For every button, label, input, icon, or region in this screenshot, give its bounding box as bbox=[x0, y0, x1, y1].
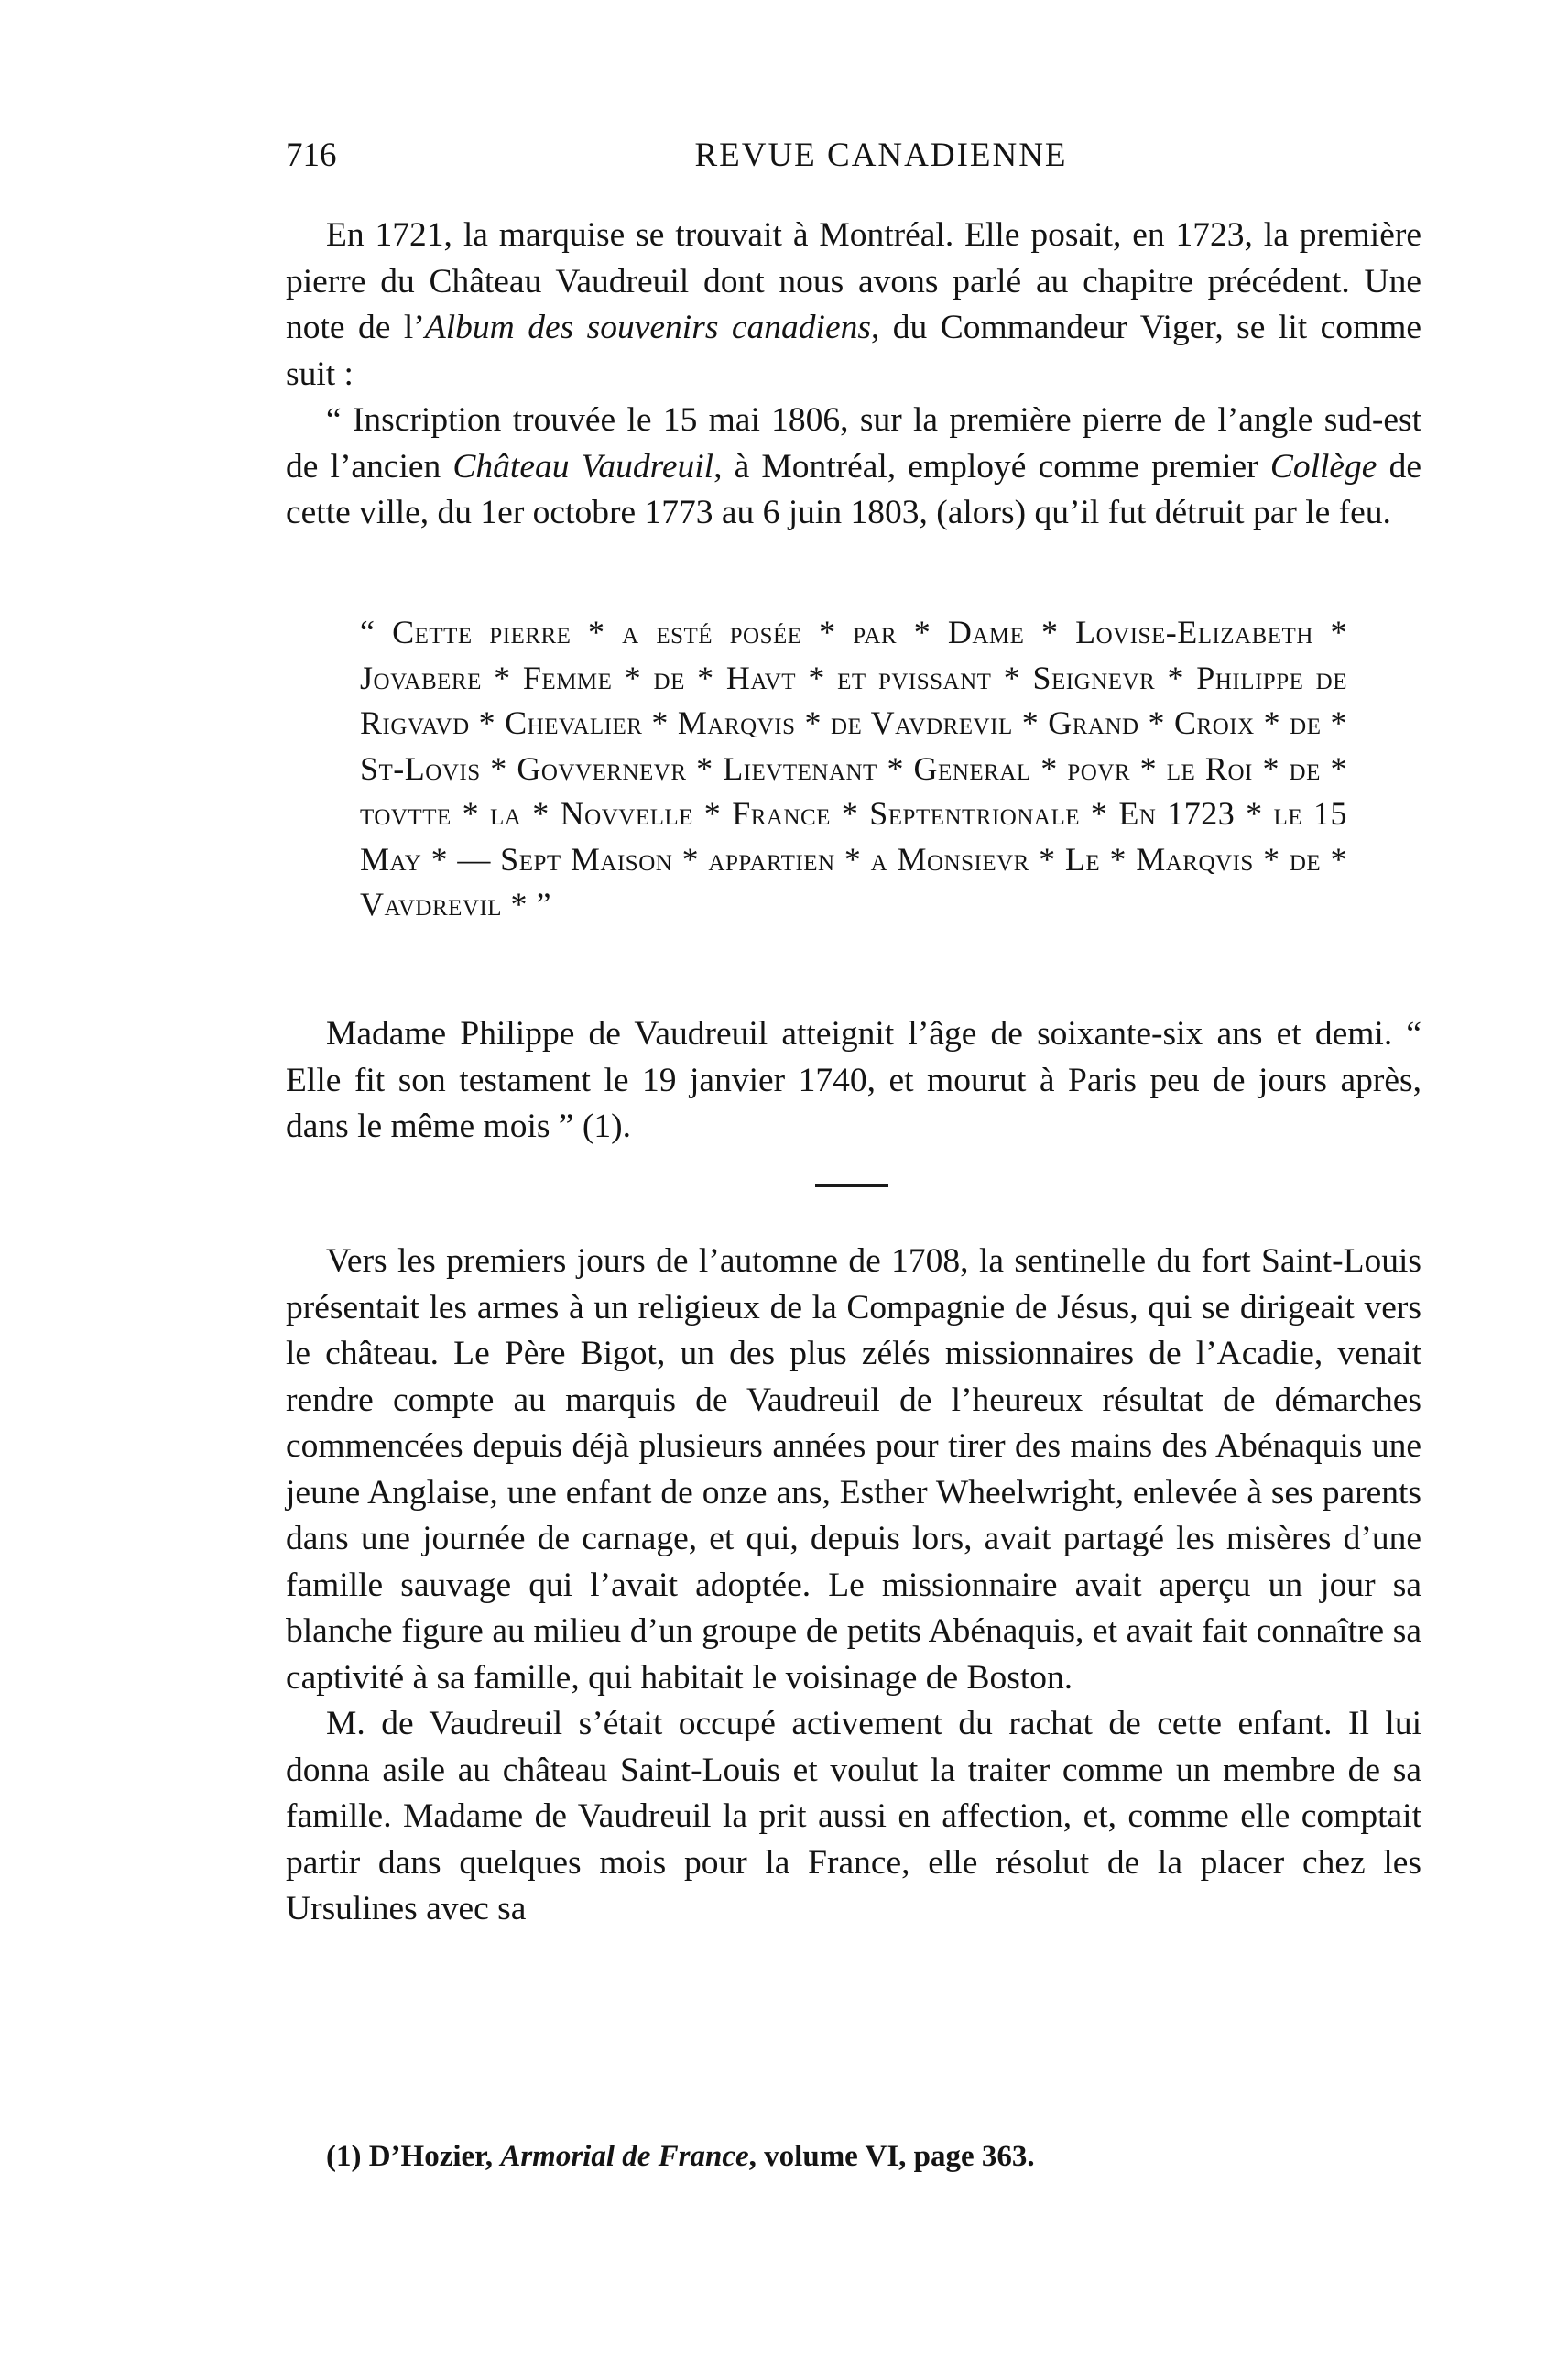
paragraph-inscription-intro: “ Inscription trouvée le 15 mai 1806, sur la première pierre de l’angle sud-est de l’ancien Château Vaudreuil, à Montréal, employé comme premier Collège de cette ville, du 1er octobre 1773 au 6 juin 1803, (alors) qu’il fut détruit par le feu. bbox=[286, 401, 1421, 531]
paragraph-testament: Madame Philippe de Vaudreuil atteignit l’âge de soixante-six ans et demi. “ Elle fit son testament le 19 janvier 1740, et mourut à Paris peu de jours après, dans le même mois ” (1). bbox=[286, 1015, 1421, 1145]
stone-inscription-quote bbox=[360, 610, 1347, 928]
page-number: 716 bbox=[286, 136, 337, 174]
paragraph-rachat: M. de Vaudreuil s’était occupé activement du rachat de cette enfant. Il lui donna asile au château Saint-Louis et voulut la traiter comme un membre de sa famille. Madame de Vaudreuil la prit aussi en affection, et, comme elle comptait partir dans quelques mois pour la France, elle résolut de la placer chez les Ursulines avec sa bbox=[286, 1705, 1421, 1927]
inscription-text: “ Cette pierre * a esté posée * par * Dame * Lovise-Elizabeth * Jovabere * Femme * de * Havt * et pvissant * Seignevr * Philippe de Rigvavd * Chevalier * Marqvis * de Vavdrevil * Grand * Croix * de * St-Lovis * Govvernevr * Lievtenant * General * povr * le Roi * de * tovtte * la * Novvelle * France * Septentrionale * En 1723 * le 15 May * — Sept Maison * appartien * a Monsievr * Le * Marqvis * de * Vavdrevil * ” bbox=[360, 614, 1347, 922]
section-separator bbox=[815, 1184, 888, 1187]
chateau-name: Château Vaudreuil bbox=[452, 447, 714, 486]
journal-title: REVUE CANADIENNE bbox=[694, 136, 1068, 174]
bigot-narrative bbox=[286, 1239, 1421, 1933]
footnote-book-title: Armorial de France bbox=[500, 2140, 749, 2173]
paragraph-pere-bigot: Vers les premiers jours de l’automne de 1708, la sentinelle du fort Saint-Louis présentait les armes à un religieux de la Compagnie de Jésus, qui se dirigeait vers le château. Le Père Bigot, un des plus zélés missionnaires de l’Acadie, venait rendre compte au marquis de Vaudreuil de l’heureux résultat de démarches commencées depuis déjà plusieurs années pour tirer des mains des Abénaquis une jeune Anglaise, une enfant de onze ans, Esther Wheelwright, enlevée à ses parents dans une journée de carnage, et qui, depuis lors, avait partagé les misères d’une famille sauvage qui l’avait adoptée. Le missionnaire avait aperçu un jour sa blanche figure au milieu d’un groupe de petits Abénaquis, et avait fait connaître sa captivité à sa famille, qui habitait le voisinage de Boston. bbox=[286, 1242, 1421, 1697]
paragraph-marquise-montreal: En 1721, la marquise se trouvait à Montréal. Elle posait, en 1723, la première pierre du Château Vaudreuil dont nous avons parlé au chapitre précédent. Une note de l’Album des souvenirs canadiens, du Commandeur Viger, se lit comme suit : bbox=[286, 216, 1422, 393]
album-title: Album des souvenirs canadiens bbox=[424, 309, 871, 346]
opening-paragraphs bbox=[286, 213, 1421, 537]
footnote: (1) D’Hozier, Armorial de France, volume VI, page 363. bbox=[326, 2140, 1035, 2173]
testament-paragraph-block bbox=[286, 1011, 1421, 1151]
running-head bbox=[286, 136, 1421, 191]
college-word: Collège bbox=[1269, 447, 1377, 486]
